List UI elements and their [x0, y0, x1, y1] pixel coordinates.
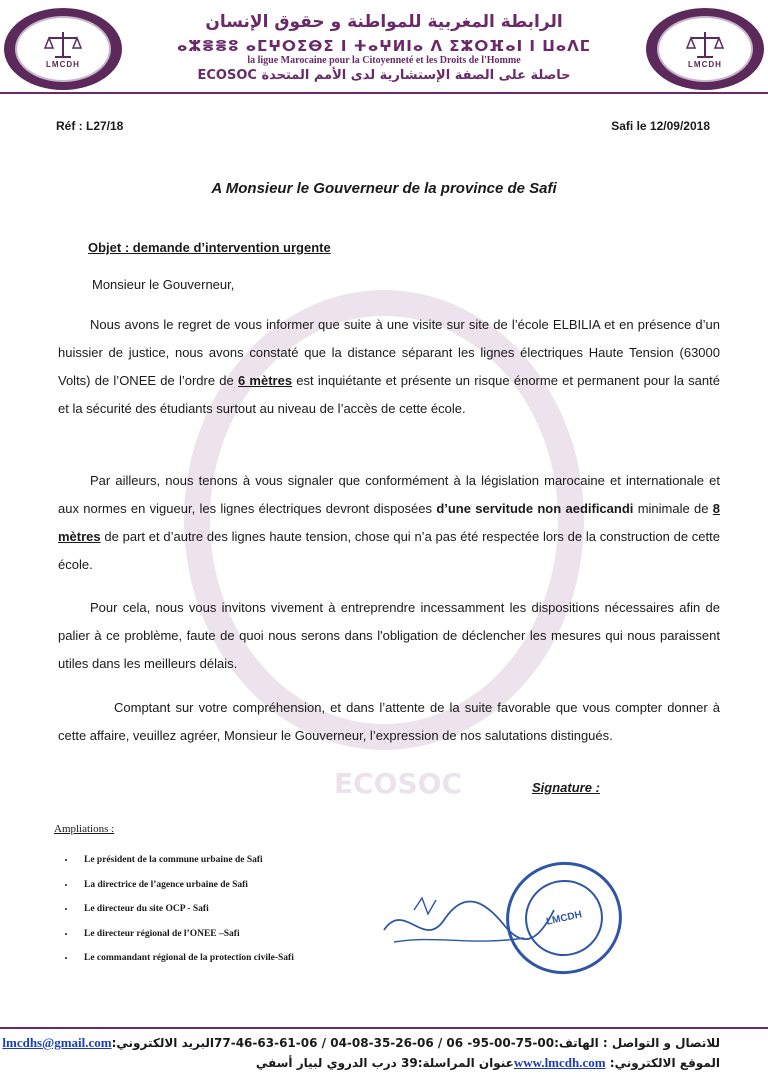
paragraph-1-text-c: est inquiétante et présente un risque énorme et permanent pour la santé et la sécurité des étudiants surtout au niveau de l’accès de cette école. — [58, 373, 720, 416]
signature-label: Signature : — [532, 780, 600, 795]
paragraph-2-text-e: de part et d’autre des lignes haute tension, chose qui n’a pas été respectée lors de la construction de cette école. — [58, 529, 720, 572]
seal-inner — [657, 16, 753, 82]
watermark-text: ECOSOC — [334, 767, 462, 800]
stamp-inner-ring — [518, 873, 610, 964]
org-seal-right-logo — [646, 8, 764, 90]
org-name-tifinagh: ⴰⵣⴻⴻⵓ ⴰⵎⵖⵔⵉⴱⵉ ⵏ ⵜⴰⵖⵍⵏⴰ ⴷ ⵉⵣⵔⴼⴰⵏ ⵏ ⵡⴰⴷⵎ — [176, 37, 592, 55]
email-link[interactable]: lmcdhs@gmail.com — [2, 1035, 112, 1050]
scales-of-justice-icon — [43, 30, 83, 60]
paragraph-1 — [58, 311, 720, 423]
org-name-arabic: الرابطة المغربية للمواطنة و حقوق الإنسان — [205, 12, 563, 32]
letter-date: Safi le 12/09/2018 — [611, 119, 710, 133]
list-item: • La directrice de l’agence urbaine de Safi — [76, 873, 294, 898]
header-divider — [0, 92, 768, 94]
official-stamp — [496, 851, 633, 985]
footer-website-label: الموقع الالكتروني: — [605, 1056, 720, 1070]
org-name-french: la ligue Marocaine pour la Citoyenneté et les Droits de l'Homme — [247, 55, 521, 66]
paragraph-1-text-a: Nous avons le regret de vous informer que suite à une visite sur site de l’école ELBILIA et en présence d’un huissier de justice, nous avons constaté que la distance séparant les lignes électriques Haute Tension (63000 Volts) de l’ONEE de l’ordre de — [58, 317, 720, 388]
seal-text: LMCDH — [688, 59, 722, 69]
ecosoc-status-line: ECOSOC حاصلة على الصفة الإستشارية لدى الأمم المتحدة — [197, 68, 571, 83]
seal-text: LMCDH — [46, 59, 80, 69]
paragraph-3: Pour cela, nous vous invitons vivement à entreprendre incessamment les dispositions nécessaires afin de palier à ce problème, faute de quoi nous serons dans l'obligation de déclencher les mesures qui nous paraissent utiles dans les meilleurs délais. — [58, 600, 720, 671]
servitude-highlight: d’une servitude non aedificandi — [436, 501, 634, 516]
distance-8m-highlight: 8 mètres — [58, 501, 720, 544]
paragraph-2 — [58, 467, 720, 579]
scales-of-justice-icon — [685, 30, 725, 60]
website-link[interactable]: www.lmcdh.com — [513, 1055, 606, 1070]
stamp-text: LMCDH — [545, 908, 583, 928]
list-item: • Le commandant régional de la protection civile-Safi — [76, 946, 294, 971]
paragraph-2-text-c: minimale de — [633, 501, 713, 516]
ampliations-list — [60, 848, 294, 971]
list-item: • Le directeur du site OCP - Safi — [76, 897, 294, 922]
footer-divider — [0, 1027, 768, 1029]
org-seal-left-logo — [4, 8, 122, 90]
ampliations-title: Ampliations : — [54, 823, 115, 835]
distance-6m-highlight: 6 mètres — [237, 373, 293, 388]
paragraph-2-text-a: Par ailleurs, nous tenons à vous signaler que conformément à la législation marocaine et internationale et aux normes en vigueur, les lignes électriques devront disposées — [58, 473, 720, 516]
seal-inner — [15, 16, 111, 82]
footer-phone-text: للاتصال و التواصل : الهاتف:00-75-00-95- 06 / 06-26-35-08-04 / 06-61-63-46-77البريد الالكتروني: — [111, 1036, 720, 1050]
footer-contact-line — [2, 1035, 720, 1051]
salutation: Monsieur le Gouverneur, — [92, 277, 235, 292]
footer-address-line — [40, 1055, 720, 1071]
list-item: • Le président de la commune urbaine de Safi — [76, 848, 294, 873]
subject-line: Objet : demande d’intervention urgente — [88, 240, 331, 255]
list-item: • Le directeur régional de l’ONEE –Safi — [76, 922, 294, 947]
footer-address-text: عنوان المراسلة:39 درب الدروي لبيار أسفي — [255, 1056, 514, 1070]
paragraph-4: Comptant sur votre compréhension, et dans l’attente de la suite favorable que vous compter donner à cette affaire, veuillez agréer, Monsieur le Gouverneur, l’expression de nos salutations distingués. — [58, 700, 720, 743]
addressee: A Monsieur le Gouverneur de la province de Safi — [211, 180, 557, 197]
reference-number: Réf : L27/18 — [56, 119, 124, 133]
